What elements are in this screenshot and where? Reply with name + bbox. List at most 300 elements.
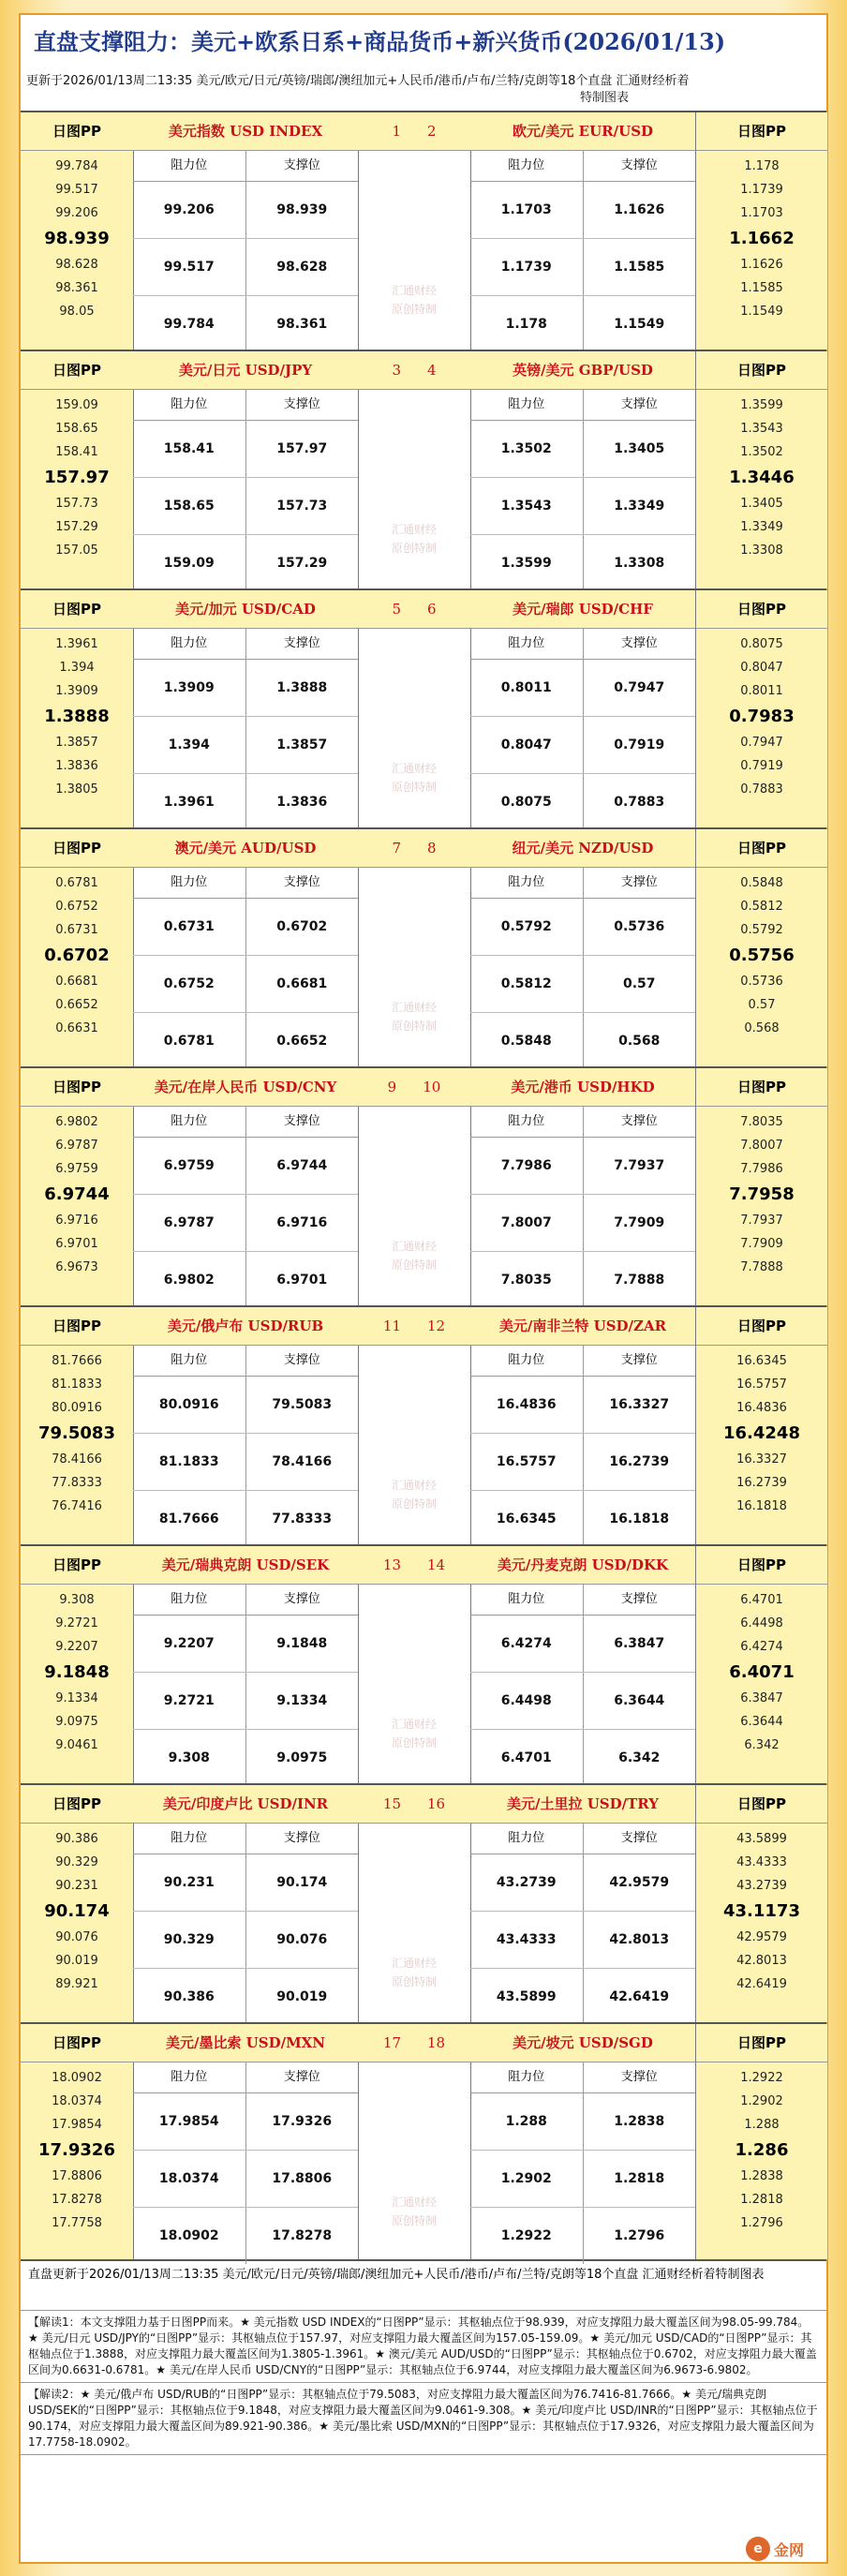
column-headers bbox=[133, 868, 358, 899]
column-headers bbox=[133, 1107, 358, 1138]
table-row bbox=[470, 2093, 695, 2151]
pp-level: 0.8075 bbox=[740, 637, 783, 651]
pp-header: 日图PP bbox=[21, 112, 133, 151]
pp-header: 日图PP bbox=[21, 1785, 133, 1824]
column-headers bbox=[470, 151, 695, 182]
pp-level: 7.7937 bbox=[740, 1214, 783, 1228]
table-row bbox=[133, 2151, 358, 2208]
left-pair-table bbox=[133, 351, 359, 588]
pp-level: 1.3836 bbox=[55, 759, 98, 773]
table-row bbox=[133, 1969, 358, 2025]
table-row bbox=[470, 1013, 695, 1069]
pivot-value: 0.7983 bbox=[729, 707, 795, 726]
table-row bbox=[470, 535, 695, 591]
pp-header: 日图PP bbox=[696, 590, 827, 629]
support-value: 7.7909 bbox=[614, 1215, 665, 1230]
column-headers bbox=[470, 1824, 695, 1854]
support-value: 157.97 bbox=[276, 441, 328, 456]
support-value: 6.9716 bbox=[276, 1215, 328, 1230]
resistance-value: 1.3909 bbox=[133, 660, 246, 716]
left-pp-column bbox=[21, 829, 134, 1066]
left-pair-table bbox=[133, 1307, 359, 1544]
right-pp-column bbox=[695, 829, 827, 1066]
table-row bbox=[133, 239, 358, 296]
table-row bbox=[470, 899, 695, 956]
pair-name: 美元/丹麦克朗 USD/DKK bbox=[470, 1546, 695, 1585]
resistance-value: 0.6752 bbox=[133, 956, 246, 1012]
resistance-value: 81.1833 bbox=[133, 1434, 246, 1490]
column-headers bbox=[133, 1346, 358, 1377]
support-value: 1.3836 bbox=[276, 795, 328, 810]
pp-level: 0.57 bbox=[748, 998, 776, 1012]
watermark bbox=[358, 1715, 470, 1752]
pp-level: 0.7947 bbox=[740, 736, 783, 750]
watermark-line: 汇通财经 bbox=[391, 523, 437, 536]
pp-level: 9.0975 bbox=[55, 1715, 98, 1729]
pair-number: 14 bbox=[427, 1556, 446, 1573]
pivot-value: 6.4071 bbox=[729, 1662, 795, 1682]
table-row bbox=[133, 1434, 358, 1491]
table-row bbox=[470, 2208, 695, 2264]
pair-number: 10 bbox=[423, 1079, 441, 1095]
pp-level: 1.394 bbox=[59, 661, 95, 675]
pp-level: 6.3847 bbox=[740, 1691, 783, 1705]
resistance-value: 7.8007 bbox=[470, 1195, 584, 1251]
pp-header: 日图PP bbox=[696, 1546, 827, 1585]
support-header: 支撑位 bbox=[283, 636, 320, 650]
support-value: 9.0975 bbox=[276, 1750, 328, 1765]
pair-numbers bbox=[358, 351, 470, 390]
table-row bbox=[133, 660, 358, 717]
watermark-line: 汇通财经 bbox=[391, 1240, 437, 1253]
resistance-value: 1.2922 bbox=[470, 2208, 584, 2264]
resistance-value: 90.329 bbox=[133, 1912, 246, 1968]
table-row bbox=[470, 956, 695, 1013]
resistance-value: 1.2902 bbox=[470, 2151, 584, 2207]
watermark-line: 汇通财经 bbox=[391, 1718, 437, 1731]
resistance-header: 阻力位 bbox=[133, 1107, 246, 1137]
left-pair-table bbox=[133, 1068, 359, 1305]
pair-name: 美元/在岸人民币 USD/CNY bbox=[133, 1068, 358, 1107]
pp-level: 157.05 bbox=[55, 543, 98, 558]
column-headers bbox=[133, 2062, 358, 2093]
pair-number-column bbox=[358, 1068, 471, 1305]
left-pp-column bbox=[21, 1546, 134, 1783]
watermark-line: 原创特制 bbox=[391, 1975, 437, 1988]
support-value: 1.1585 bbox=[614, 260, 665, 275]
column-headers bbox=[133, 390, 358, 421]
support-header: 支撑位 bbox=[620, 158, 658, 172]
resistance-value: 0.8075 bbox=[470, 774, 584, 830]
table-row bbox=[133, 956, 358, 1013]
support-value: 0.6702 bbox=[276, 919, 328, 934]
support-value: 79.5083 bbox=[272, 1397, 333, 1412]
pivot-value: 1.286 bbox=[735, 2140, 789, 2160]
note-2: 【解读2：★ 美元/俄卢布 USD/RUB的“日图PP”显示：其枢轴点位于79.5083，对应支撑阻力最大覆盖区间为76.7416-81.7666。★ 美元/瑞典克朗 USD/SEK的“日图PP”显示：其枢轴点位于9.1848，对应支撑阻力最大覆盖区间为9.0461-9.308。★ 美元/印度卢比 USD/INR的“日图PP”显示：其枢轴点位于90.174，对应支撑阻力最大覆盖区间为89.921-90.386。★ 美元/墨比索 USD/MXN的“日图PP”显示：其枢轴点位于17.9326，对应支撑阻力最大覆盖区间为17.7758-18.0902。 bbox=[21, 2383, 826, 2455]
resistance-header: 阻力位 bbox=[470, 1824, 584, 1854]
table-row bbox=[133, 1912, 358, 1969]
resistance-value: 0.8047 bbox=[470, 717, 584, 773]
pp-level: 6.3644 bbox=[740, 1715, 783, 1729]
pp-level: 158.41 bbox=[55, 445, 98, 459]
pair-number-column bbox=[358, 829, 471, 1066]
watermark-line: 汇通财经 bbox=[391, 2196, 437, 2209]
support-value: 98.939 bbox=[276, 202, 328, 217]
update-tail: 特制图表 bbox=[579, 91, 629, 105]
pivot-value: 90.174 bbox=[44, 1901, 110, 1921]
pair-number: 7 bbox=[392, 840, 401, 856]
pp-level: 157.73 bbox=[55, 497, 98, 511]
watermark-line: 原创特制 bbox=[391, 1497, 437, 1511]
support-value: 1.3405 bbox=[614, 441, 665, 456]
pivot-value: 17.9326 bbox=[38, 2140, 115, 2160]
resistance-value: 0.5812 bbox=[470, 956, 584, 1012]
pp-level: 1.3805 bbox=[55, 782, 98, 797]
table-row bbox=[470, 2151, 695, 2208]
resistance-header: 阻力位 bbox=[133, 868, 246, 898]
pair-number-column bbox=[358, 112, 471, 350]
left-pp-column bbox=[21, 1785, 134, 2022]
pp-level: 77.8333 bbox=[52, 1476, 102, 1490]
resistance-value: 9.2207 bbox=[133, 1616, 246, 1672]
resistance-header: 阻力位 bbox=[470, 1585, 584, 1615]
resistance-value: 90.231 bbox=[133, 1854, 246, 1911]
right-pair-table bbox=[470, 590, 696, 827]
table-row bbox=[470, 239, 695, 296]
right-pair-table bbox=[470, 1546, 696, 1783]
support-value: 1.3349 bbox=[614, 499, 665, 514]
watermark bbox=[358, 1476, 470, 1513]
resistance-value: 99.206 bbox=[133, 182, 246, 238]
left-pair-table bbox=[133, 112, 359, 350]
left-pair-table bbox=[133, 1785, 359, 2022]
resistance-value: 18.0902 bbox=[133, 2208, 246, 2264]
resistance-value: 1.3543 bbox=[470, 478, 584, 534]
site-logo bbox=[746, 2530, 840, 2568]
table-row bbox=[133, 421, 358, 478]
support-value: 90.174 bbox=[276, 1875, 328, 1890]
support-value: 16.1818 bbox=[609, 1511, 670, 1526]
pp-level: 7.7986 bbox=[740, 1162, 783, 1176]
support-value: 1.3888 bbox=[276, 680, 328, 695]
table-row bbox=[470, 1730, 695, 1786]
pivot-value: 9.1848 bbox=[44, 1662, 110, 1682]
right-pp-column bbox=[695, 112, 827, 350]
pp-level: 1.1626 bbox=[740, 258, 783, 272]
resistance-header: 阻力位 bbox=[470, 2062, 584, 2092]
pp-level: 16.3327 bbox=[736, 1452, 787, 1467]
pp-level: 1.2922 bbox=[740, 2071, 783, 2085]
pair-numbers bbox=[358, 590, 470, 629]
table-row bbox=[470, 421, 695, 478]
pp-level: 7.7888 bbox=[740, 1260, 783, 1274]
resistance-value: 0.6781 bbox=[133, 1013, 246, 1069]
pp-level: 0.8047 bbox=[740, 661, 783, 675]
resistance-value: 17.9854 bbox=[133, 2093, 246, 2150]
support-value: 78.4166 bbox=[272, 1454, 333, 1469]
pivot-value: 1.1662 bbox=[729, 229, 795, 248]
pp-level: 1.288 bbox=[744, 2118, 780, 2132]
pivot-value: 98.939 bbox=[44, 229, 110, 248]
left-pair-table bbox=[133, 829, 359, 1066]
pair-block bbox=[21, 350, 826, 588]
watermark bbox=[358, 520, 470, 558]
support-value: 77.8333 bbox=[272, 1511, 333, 1526]
table-row bbox=[470, 296, 695, 352]
resistance-value: 81.7666 bbox=[133, 1491, 246, 1547]
pp-level: 16.4836 bbox=[736, 1401, 787, 1415]
pp-level: 7.7909 bbox=[740, 1237, 783, 1251]
pp-level: 6.342 bbox=[744, 1738, 780, 1752]
resistance-header: 阻力位 bbox=[133, 151, 246, 181]
support-header: 支撑位 bbox=[620, 875, 658, 889]
table-row bbox=[133, 478, 358, 535]
pp-header: 日图PP bbox=[21, 1068, 133, 1107]
support-value: 0.6652 bbox=[276, 1034, 328, 1049]
resistance-value: 1.3599 bbox=[470, 535, 584, 591]
pair-name: 纽元/美元 NZD/USD bbox=[470, 829, 695, 868]
support-header: 支撑位 bbox=[620, 1592, 658, 1606]
support-value: 90.019 bbox=[276, 1989, 328, 2004]
pp-level: 7.8035 bbox=[740, 1115, 783, 1129]
pair-number-column bbox=[358, 1546, 471, 1783]
resistance-value: 18.0374 bbox=[133, 2151, 246, 2207]
resistance-value: 6.9759 bbox=[133, 1138, 246, 1194]
pp-header: 日图PP bbox=[696, 1307, 827, 1346]
pp-level: 9.2721 bbox=[55, 1616, 98, 1630]
table-row bbox=[133, 1195, 358, 1252]
support-value: 6.3644 bbox=[614, 1693, 665, 1708]
pp-level: 43.4333 bbox=[736, 1855, 787, 1869]
resistance-value: 6.9802 bbox=[133, 1252, 246, 1308]
resistance-header: 阻力位 bbox=[470, 868, 584, 898]
resistance-value: 1.3961 bbox=[133, 774, 246, 830]
pair-number-column bbox=[358, 351, 471, 588]
table-row bbox=[133, 296, 358, 352]
pp-header: 日图PP bbox=[21, 2024, 133, 2062]
pp-level: 9.2207 bbox=[55, 1640, 98, 1654]
pp-level: 0.7883 bbox=[740, 782, 783, 797]
pair-name: 欧元/美元 EUR/USD bbox=[470, 112, 695, 151]
page-title: 直盘支撑阻力：美元+欧系日系+商品货币+新兴货币(2026/01/13) bbox=[34, 28, 726, 55]
pp-level: 9.0461 bbox=[55, 1738, 98, 1752]
pair-block bbox=[21, 827, 826, 1066]
pp-level: 90.019 bbox=[55, 1954, 98, 1968]
pair-number: 1 bbox=[392, 123, 401, 140]
watermark bbox=[358, 759, 470, 797]
column-headers bbox=[133, 1585, 358, 1616]
pp-level: 16.5757 bbox=[736, 1377, 787, 1392]
pp-level: 1.3543 bbox=[740, 422, 783, 436]
pp-level: 1.3909 bbox=[55, 684, 98, 698]
support-value: 17.8806 bbox=[272, 2171, 333, 2186]
pair-number: 5 bbox=[392, 601, 401, 618]
pp-level: 1.1549 bbox=[740, 305, 783, 319]
resistance-value: 43.2739 bbox=[470, 1854, 584, 1911]
table-row bbox=[133, 1673, 358, 1730]
pair-name: 美元/港币 USD/HKD bbox=[470, 1068, 695, 1107]
support-value: 0.6681 bbox=[276, 976, 328, 991]
pp-level: 42.6419 bbox=[736, 1977, 787, 1991]
resistance-value: 0.8011 bbox=[470, 660, 584, 716]
table-row bbox=[133, 1854, 358, 1912]
table-row bbox=[470, 1854, 695, 1912]
pp-header: 日图PP bbox=[21, 351, 133, 390]
pp-level: 1.1585 bbox=[740, 281, 783, 295]
resistance-value: 43.4333 bbox=[470, 1912, 584, 1968]
pp-level: 78.4166 bbox=[52, 1452, 102, 1467]
support-value: 0.568 bbox=[618, 1034, 661, 1049]
support-value: 98.628 bbox=[276, 260, 328, 275]
pair-number: 18 bbox=[427, 2034, 446, 2051]
pp-level: 81.7666 bbox=[52, 1354, 102, 1368]
support-value: 7.7937 bbox=[614, 1158, 665, 1173]
watermark-line: 原创特制 bbox=[391, 1258, 437, 1272]
pair-block bbox=[21, 2022, 826, 2261]
pp-level: 1.3502 bbox=[740, 445, 783, 459]
pp-level: 0.5812 bbox=[740, 900, 783, 914]
support-header: 支撑位 bbox=[620, 2070, 658, 2084]
pp-level: 1.178 bbox=[744, 159, 780, 173]
pair-numbers bbox=[358, 1785, 470, 1824]
pp-level: 9.308 bbox=[59, 1593, 95, 1607]
pp-level: 0.6752 bbox=[55, 900, 98, 914]
pp-level: 16.1818 bbox=[736, 1499, 787, 1513]
pair-block bbox=[21, 1305, 826, 1544]
pp-level: 89.921 bbox=[55, 1977, 98, 1991]
support-value: 9.1334 bbox=[276, 1693, 328, 1708]
pair-name: 英镑/美元 GBP/USD bbox=[470, 351, 695, 390]
table-row bbox=[133, 899, 358, 956]
watermark bbox=[358, 2193, 470, 2230]
resistance-value: 1.394 bbox=[133, 717, 246, 773]
right-pp-column bbox=[695, 2024, 827, 2259]
column-headers bbox=[470, 868, 695, 899]
pp-level: 6.9701 bbox=[55, 1237, 98, 1251]
support-header: 支撑位 bbox=[620, 397, 658, 411]
resistance-value: 1.3502 bbox=[470, 421, 584, 477]
pair-numbers bbox=[358, 1307, 470, 1346]
pp-level: 0.7919 bbox=[740, 759, 783, 773]
column-headers bbox=[470, 2062, 695, 2093]
resistance-value: 6.4701 bbox=[470, 1730, 584, 1786]
pp-level: 76.7416 bbox=[52, 1499, 102, 1513]
pair-name: 美元/加元 USD/CAD bbox=[133, 590, 358, 629]
resistance-value: 16.5757 bbox=[470, 1434, 584, 1490]
table-row bbox=[133, 2093, 358, 2151]
resistance-value: 99.784 bbox=[133, 296, 246, 352]
pp-level: 6.9759 bbox=[55, 1162, 98, 1176]
support-header: 支撑位 bbox=[620, 1831, 658, 1845]
support-header: 支撑位 bbox=[283, 875, 320, 889]
column-headers bbox=[470, 1107, 695, 1138]
resistance-value: 1.1739 bbox=[470, 239, 584, 295]
pp-level: 0.6731 bbox=[55, 923, 98, 937]
support-value: 42.8013 bbox=[609, 1932, 670, 1947]
right-pp-column bbox=[695, 1546, 827, 1783]
pair-name: 美元/墨比索 USD/MXN bbox=[133, 2024, 358, 2062]
pp-level: 0.6652 bbox=[55, 998, 98, 1012]
watermark-line: 原创特制 bbox=[391, 542, 437, 555]
resistance-header: 阻力位 bbox=[133, 1346, 246, 1376]
resistance-value: 1.178 bbox=[470, 296, 584, 352]
support-value: 157.73 bbox=[276, 499, 328, 514]
footer-update: 直盘更新于2026/01/13周二13:35 美元/欧元/日元/英镑/瑞郎/澳纽加元+人民币/港币/卢布/兰特/克朗等18个直盘 汇通财经析着特制图表 bbox=[21, 2261, 826, 2311]
table-row bbox=[470, 1616, 695, 1673]
table-row bbox=[133, 1013, 358, 1069]
pp-level: 90.386 bbox=[55, 1832, 98, 1846]
support-header: 支撑位 bbox=[283, 2070, 320, 2084]
resistance-header: 阻力位 bbox=[133, 2062, 246, 2092]
support-value: 9.1848 bbox=[276, 1636, 328, 1651]
pp-header: 日图PP bbox=[696, 112, 827, 151]
support-value: 17.9326 bbox=[272, 2114, 333, 2129]
pair-block bbox=[21, 111, 826, 350]
pivot-value: 7.7958 bbox=[729, 1184, 795, 1204]
table-row bbox=[470, 1195, 695, 1252]
resistance-header: 阻力位 bbox=[133, 390, 246, 420]
watermark-line: 原创特制 bbox=[391, 303, 437, 316]
pp-level: 0.6781 bbox=[55, 876, 98, 890]
pp-level: 7.8007 bbox=[740, 1139, 783, 1153]
pp-level: 6.4498 bbox=[740, 1616, 783, 1630]
pair-name: 美元/土里拉 USD/TRY bbox=[470, 1785, 695, 1824]
right-pp-column bbox=[695, 590, 827, 827]
pp-header: 日图PP bbox=[21, 590, 133, 629]
pp-level: 0.568 bbox=[744, 1021, 780, 1035]
resistance-header: 阻力位 bbox=[470, 1107, 584, 1137]
pp-header: 日图PP bbox=[21, 1546, 133, 1585]
pp-level: 0.5848 bbox=[740, 876, 783, 890]
pp-level: 1.3405 bbox=[740, 497, 783, 511]
right-pair-table bbox=[470, 1068, 696, 1305]
pp-level: 0.5736 bbox=[740, 975, 783, 989]
pp-level: 18.0374 bbox=[52, 2094, 102, 2108]
resistance-header: 阻力位 bbox=[470, 151, 584, 181]
support-value: 7.7888 bbox=[614, 1273, 665, 1288]
pivot-value: 43.1173 bbox=[723, 1901, 800, 1921]
watermark-line: 原创特制 bbox=[391, 2214, 437, 2227]
left-pp-column bbox=[21, 351, 134, 588]
pp-level: 98.361 bbox=[55, 281, 98, 295]
support-value: 1.2796 bbox=[614, 2228, 665, 2243]
pp-level: 18.0902 bbox=[52, 2071, 102, 2085]
pp-level: 0.6631 bbox=[55, 1021, 98, 1035]
pp-level: 43.2739 bbox=[736, 1879, 787, 1893]
left-pair-table bbox=[133, 590, 359, 827]
right-pair-table bbox=[470, 1785, 696, 2022]
pp-level: 6.9673 bbox=[55, 1260, 98, 1274]
pivot-value: 79.5083 bbox=[38, 1423, 115, 1443]
column-headers bbox=[133, 1824, 358, 1854]
table-row bbox=[133, 1138, 358, 1195]
table-row bbox=[470, 1912, 695, 1969]
pp-level: 98.05 bbox=[59, 305, 95, 319]
table-row bbox=[133, 1730, 358, 1786]
pp-level: 80.0916 bbox=[52, 1401, 102, 1415]
pp-level: 157.29 bbox=[55, 520, 98, 534]
right-pp-column bbox=[695, 1068, 827, 1305]
column-headers bbox=[470, 390, 695, 421]
pp-level: 6.4274 bbox=[740, 1640, 783, 1654]
support-value: 1.1626 bbox=[614, 202, 665, 217]
pair-numbers bbox=[358, 1546, 470, 1585]
left-pair-table bbox=[133, 1546, 359, 1783]
update-text: 更新于2026/01/13周二13:35 美元/欧元/日元/英镑/瑞郎/澳纽加元+人民币/港币/卢布/兰特/克朗等18个直盘 汇通财经析着 bbox=[26, 74, 690, 88]
resistance-value: 80.0916 bbox=[133, 1377, 246, 1433]
pp-level: 90.329 bbox=[55, 1855, 98, 1869]
resistance-value: 158.41 bbox=[133, 421, 246, 477]
